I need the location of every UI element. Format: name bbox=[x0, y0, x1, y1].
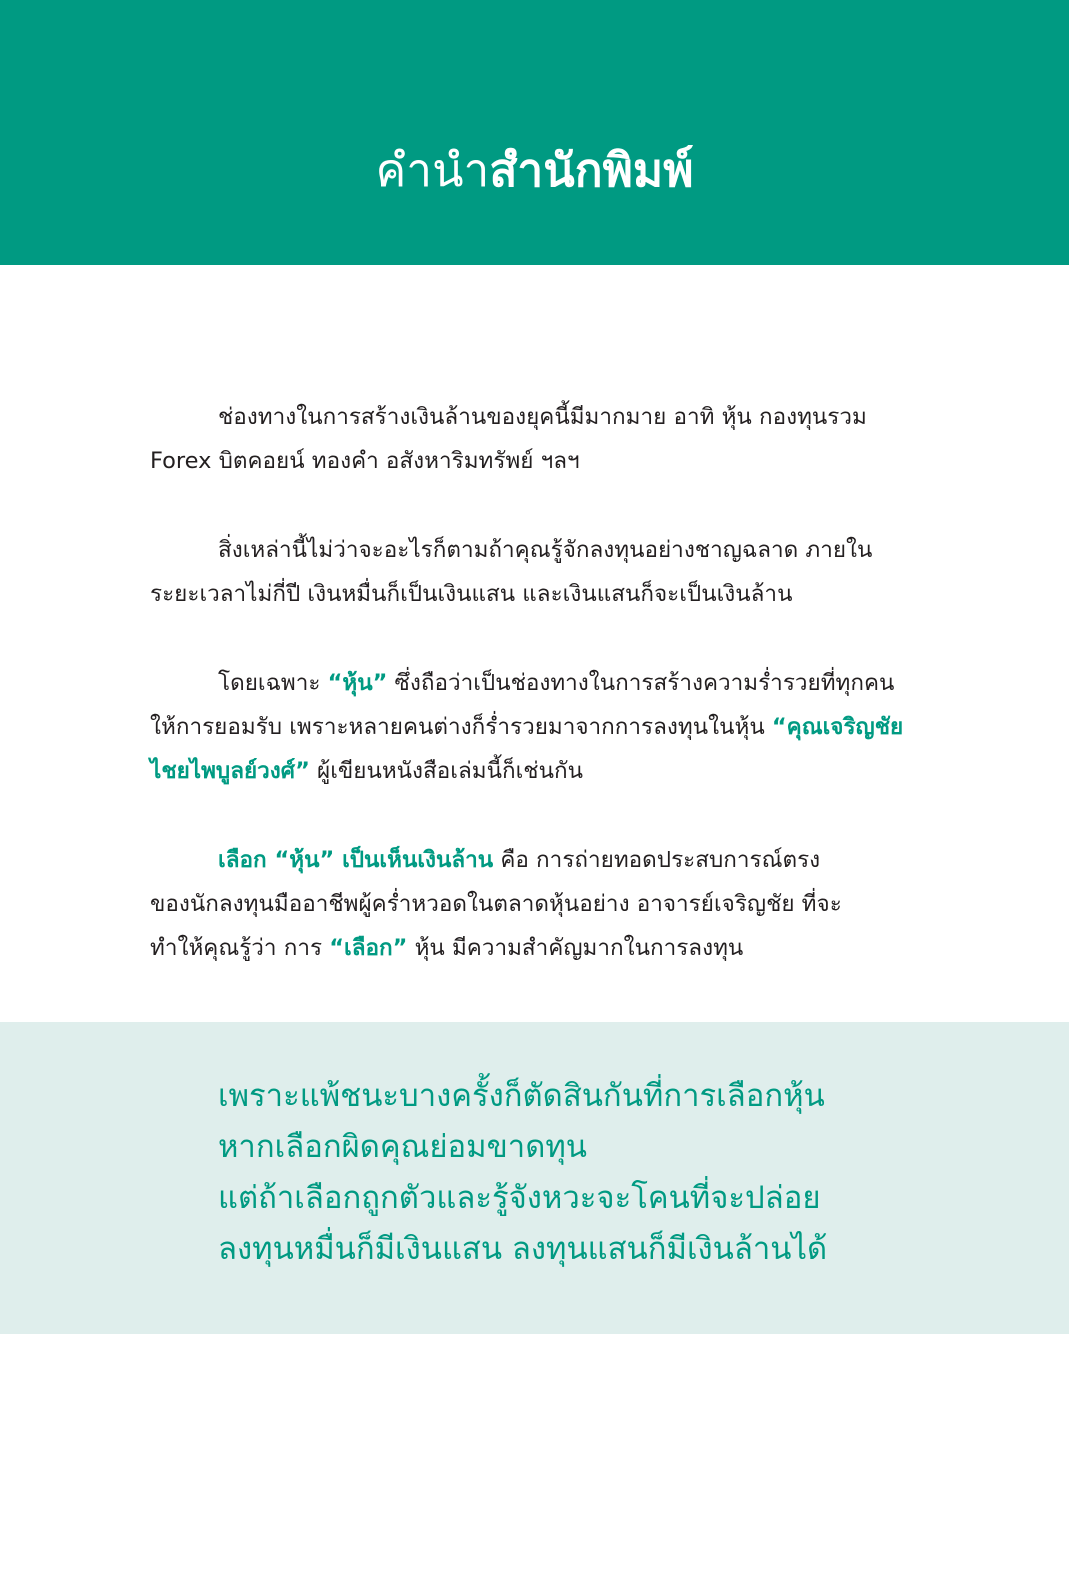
highlighted-text: เลือก “หุ้น” เป็นเห็นเงินล้าน bbox=[218, 847, 494, 873]
highlighted-text: “หุ้น” bbox=[327, 670, 388, 696]
quote-line: แต่ถ้าเลือกถูกตัวและรู้จังหวะจะโคนที่จะปล่อย bbox=[218, 1180, 821, 1216]
body-text-run: โดยเฉพาะ bbox=[218, 670, 328, 696]
paragraph-line bbox=[150, 572, 900, 616]
preface-body bbox=[150, 395, 904, 1015]
highlighted-text: “เลือก” bbox=[329, 935, 408, 961]
body-text-run: สิ่งเหล่านี้ไม่ว่าจะอะไรก็ตามถ้าคุณรู้จักลงทุนอย่างชาญฉลาด ภายใน bbox=[218, 537, 873, 563]
body-text-run: ช่องทางในการสร้างเงินล้านของยุคนี้มีมากมาย อาทิ หุ้น กองทุนรวม bbox=[218, 404, 867, 430]
body-text-run: หุ้น มีความสำคัญมากในการลงทุน bbox=[407, 935, 744, 961]
quote-line: ลงทุนหมื่นก็มีเงินแสน ลงทุนแสนก็มีเงินล้านได้ bbox=[218, 1231, 828, 1267]
paragraph-line bbox=[150, 838, 900, 882]
quote-line: เพราะแพ้ชนะบางครั้งก็ตัดสินกันที่การเลือกหุ้น bbox=[218, 1078, 825, 1114]
paragraph-line bbox=[150, 926, 900, 970]
paragraph-line bbox=[150, 661, 900, 705]
body-text-run: ทำให้คุณรู้ว่า การ bbox=[150, 935, 330, 961]
paragraph bbox=[150, 661, 904, 793]
highlighted-text: “คุณเจริญชัย bbox=[771, 714, 904, 740]
paragraph bbox=[150, 395, 900, 483]
paragraph-line bbox=[150, 439, 900, 483]
paragraph-line bbox=[150, 395, 900, 439]
body-text-run: ซึ่งถือว่าเป็นช่องทางในการสร้างความร่ำรวยที่ทุกคน bbox=[387, 670, 895, 696]
pull-quote bbox=[218, 1071, 998, 1275]
paragraph bbox=[150, 528, 900, 616]
header-band bbox=[0, 0, 1069, 265]
page-title-bold: สำนักพิมพ์ bbox=[489, 143, 694, 197]
paragraph-line bbox=[150, 528, 900, 572]
body-text-run: คือ การถ่ายทอดประสบการณ์ตรง bbox=[493, 847, 821, 873]
body-text-run: ให้การยอมรับ เพราะหลายคนต่างก็ร่ำรวยมาจากการลงทุนในหุ้น bbox=[150, 714, 772, 740]
highlighted-text: ไชยไพบูลย์วงศ์” bbox=[150, 758, 310, 784]
body-text-run: ระยะเวลาไม่กี่ปี เงินหมื่นก็เป็นเงินแสน และเงินแสนก็จะเป็นเงินล้าน bbox=[150, 581, 793, 607]
paragraph bbox=[150, 838, 900, 970]
page-title bbox=[0, 140, 1069, 200]
page-title-regular: คำนำ bbox=[375, 143, 490, 197]
body-text-run: ของนักลงทุนมืออาชีพผู้คร่ำหวอดในตลาดหุ้นอย่าง อาจารย์เจริญชัย ที่จะ bbox=[150, 891, 842, 917]
paragraph-line bbox=[150, 705, 904, 749]
paragraph-line bbox=[150, 882, 900, 926]
paragraph-line bbox=[150, 749, 900, 793]
body-text-run: Forex บิตคอยน์ ทองคำ อสังหาริมทรัพย์ ฯลฯ bbox=[150, 448, 580, 474]
body-text-run: ผู้เขียนหนังสือเล่มนี้ก็เช่นกัน bbox=[309, 758, 583, 784]
quote-line: หากเลือกผิดคุณย่อมขาดทุน bbox=[218, 1129, 587, 1165]
